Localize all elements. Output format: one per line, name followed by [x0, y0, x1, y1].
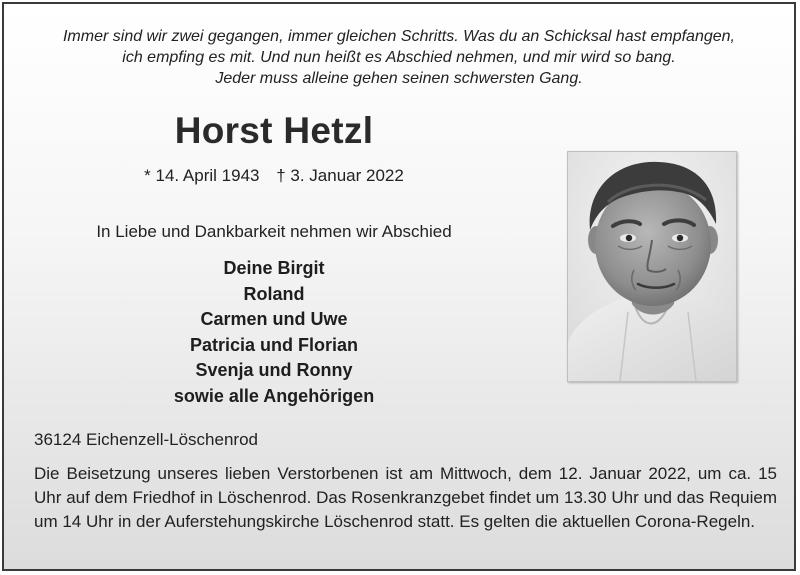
mourner: Svenja und Ronny	[195, 360, 353, 381]
poem-line: ich empfing es mit. Und nun heißt es Abschied nehmen, und mir wird so bang.	[122, 49, 676, 66]
funeral-details: Die Beisetzung unseres lieben Verstorbenen ist am Mittwoch, dem 12. Januar 2022, um ca. 15 Uhr auf dem Friedhof in Löschenrod. Das Rosenkranzgebet findet um 13.30 Uhr und das Requiem um 14 Uhr in der Auferstehungskirche Löschenrod statt. Es gelten die aktuellen Corona-Regeln.	[34, 464, 777, 531]
mourners-list	[64, 256, 484, 410]
mourner: Patricia und Florian	[189, 334, 359, 355]
poem-line: Immer sind wir zwei gegangen, immer gleichen Schritts. Was du an Schicksal hast empfangen,	[62, 28, 735, 45]
portrait-image	[568, 152, 736, 381]
residence: 36124 Eichenzell-Löschenrod	[34, 430, 258, 449]
mourner: sowie alle Angehörigen	[173, 385, 375, 406]
life-dates	[124, 166, 424, 186]
mourner: Deine Birgit	[223, 258, 325, 278]
birth-date: * 14. April 1943	[144, 166, 260, 185]
death-date: † 3. Januar 2022	[276, 166, 404, 185]
farewell-line: In Liebe und Dankbarkeit nehmen wir Abschied	[96, 222, 452, 241]
deceased-name: Horst Hetzl	[174, 110, 374, 151]
death-notice	[2, 2, 796, 571]
mourner: Roland	[243, 283, 305, 304]
poem	[4, 26, 794, 89]
poem-line: Jeder muss alleine gehen seinen schwersten Gang.	[215, 70, 583, 87]
portrait-photo	[567, 151, 737, 382]
mourner: Carmen und Uwe	[200, 309, 348, 330]
